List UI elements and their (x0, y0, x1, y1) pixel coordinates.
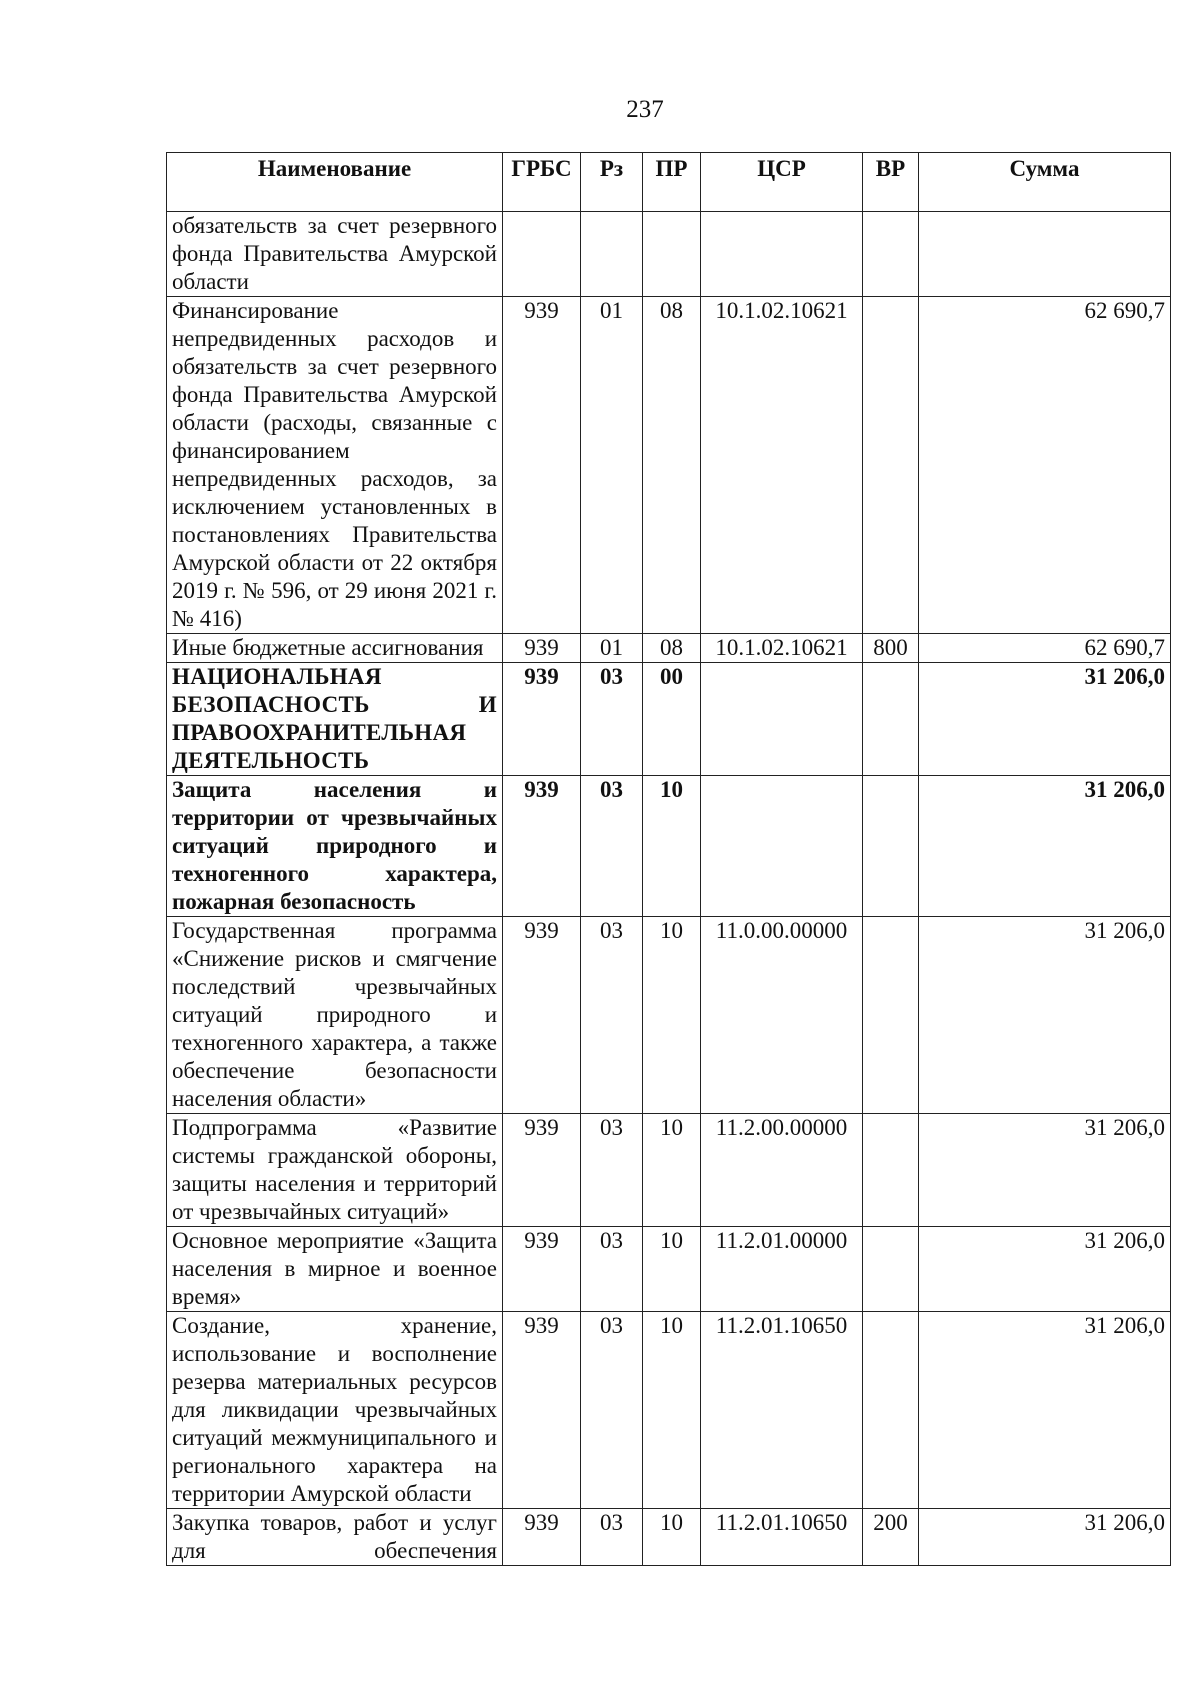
row-pr: 10 (643, 1312, 701, 1509)
row-csr: 11.2.01.10650 (701, 1312, 863, 1509)
table-row (167, 776, 1171, 917)
row-sum: 62 690,7 (919, 634, 1171, 663)
header-name: Наименование (167, 153, 503, 212)
row-name: Основное мероприятие «Защита населения в мирное и военное время» (167, 1227, 503, 1312)
row-pr: 00 (643, 663, 701, 776)
row-pr (643, 212, 701, 297)
row-grbs: 939 (503, 634, 581, 663)
row-grbs: 939 (503, 1227, 581, 1312)
row-grbs: 939 (503, 663, 581, 776)
row-pr: 10 (643, 917, 701, 1114)
row-rz: 03 (581, 1114, 643, 1227)
row-csr: 11.2.00.00000 (701, 1114, 863, 1227)
row-sum: 62 690,7 (919, 297, 1171, 634)
row-pr: 08 (643, 634, 701, 663)
row-csr: 10.1.02.10621 (701, 634, 863, 663)
table-row (167, 1312, 1171, 1509)
row-pr: 10 (643, 1509, 701, 1566)
row-pr: 10 (643, 1227, 701, 1312)
row-vr (863, 776, 919, 917)
row-grbs: 939 (503, 1509, 581, 1566)
row-name: Иные бюджетные ассигнования (167, 634, 503, 663)
row-grbs: 939 (503, 297, 581, 634)
budget-table (166, 152, 1171, 1566)
row-vr (863, 212, 919, 297)
row-vr (863, 663, 919, 776)
row-rz: 03 (581, 1312, 643, 1509)
table-row (167, 634, 1171, 663)
row-grbs (503, 212, 581, 297)
table-row (167, 1509, 1171, 1566)
row-csr: 11.2.01.10650 (701, 1509, 863, 1566)
row-csr: 11.2.01.00000 (701, 1227, 863, 1312)
row-pr: 10 (643, 776, 701, 917)
header-rz: Рз (581, 153, 643, 212)
table-row (167, 663, 1171, 776)
header-vr: ВР (863, 153, 919, 212)
row-name: НАЦИОНАЛЬНАЯ БЕЗОПАСНОСТЬ И ПРАВООХРАНИТЕЛЬНАЯ ДЕЯТЕЛЬНОСТЬ (167, 663, 503, 776)
row-csr (701, 663, 863, 776)
page-number: 237 (626, 96, 664, 123)
row-name: Государственная программа «Снижение рисков и смягчение последствий чрезвычайных ситуаций природного и техногенного характера, а также обеспечение безопасности населения области» (167, 917, 503, 1114)
row-grbs: 939 (503, 917, 581, 1114)
table-row (167, 297, 1171, 634)
row-csr (701, 212, 863, 297)
table-row (167, 1114, 1171, 1227)
row-pr: 08 (643, 297, 701, 634)
row-sum: 31 206,0 (919, 663, 1171, 776)
row-name: Защита населения и территории от чрезвычайных ситуаций природного и техногенного характера, пожарная безопасность (167, 776, 503, 917)
row-name: Финансирование непредвиденных расходов и обязательств за счет резервного фонда Правительства Амурской области (расходы, связанные с финансированием непредвиденных расходов, за исключением установленных в постановлениях Правительства Амурской области от 22 октября 2019 г. № 596, от 29 июня 2021 г. № 416) (167, 297, 503, 634)
row-sum: 31 206,0 (919, 1227, 1171, 1312)
header-sum: Сумма (919, 153, 1171, 212)
row-vr: 200 (863, 1509, 919, 1566)
row-vr (863, 1227, 919, 1312)
row-grbs: 939 (503, 776, 581, 917)
row-vr (863, 917, 919, 1114)
row-vr (863, 1312, 919, 1509)
row-vr: 800 (863, 634, 919, 663)
row-vr (863, 297, 919, 634)
row-rz: 03 (581, 917, 643, 1114)
row-sum: 31 206,0 (919, 1114, 1171, 1227)
row-vr (863, 1114, 919, 1227)
row-rz: 03 (581, 1227, 643, 1312)
row-csr: 10.1.02.10621 (701, 297, 863, 634)
row-csr (701, 776, 863, 917)
row-sum: 31 206,0 (919, 917, 1171, 1114)
row-csr: 11.0.00.00000 (701, 917, 863, 1114)
row-name: Создание, хранение, использование и восполнение резерва материальных ресурсов для ликвидации чрезвычайных ситуаций межмуниципального и регионального характера на территории Амурской области (167, 1312, 503, 1509)
row-rz: 03 (581, 1509, 643, 1566)
row-sum: 31 206,0 (919, 776, 1171, 917)
table-header-row (167, 153, 1171, 212)
row-rz: 03 (581, 663, 643, 776)
row-rz: 03 (581, 776, 643, 917)
header-csr: ЦСР (701, 153, 863, 212)
row-name: Подпрограмма «Развитие системы гражданской обороны, защиты населения и территорий от чрезвычайных ситуаций» (167, 1114, 503, 1227)
row-rz: 01 (581, 634, 643, 663)
header-pr: ПР (643, 153, 701, 212)
table-row (167, 212, 1171, 297)
row-rz: 01 (581, 297, 643, 634)
row-pr: 10 (643, 1114, 701, 1227)
row-sum: 31 206,0 (919, 1509, 1171, 1566)
row-name: обязательств за счет резервного фонда Правительства Амурской области (167, 212, 503, 297)
table-row (167, 1227, 1171, 1312)
row-sum (919, 212, 1171, 297)
header-grbs: ГРБС (503, 153, 581, 212)
table-row (167, 917, 1171, 1114)
row-name: Закупка товаров, работ и услуг для обеспечения (167, 1509, 503, 1566)
row-grbs: 939 (503, 1312, 581, 1509)
row-grbs: 939 (503, 1114, 581, 1227)
row-rz (581, 212, 643, 297)
row-sum: 31 206,0 (919, 1312, 1171, 1509)
